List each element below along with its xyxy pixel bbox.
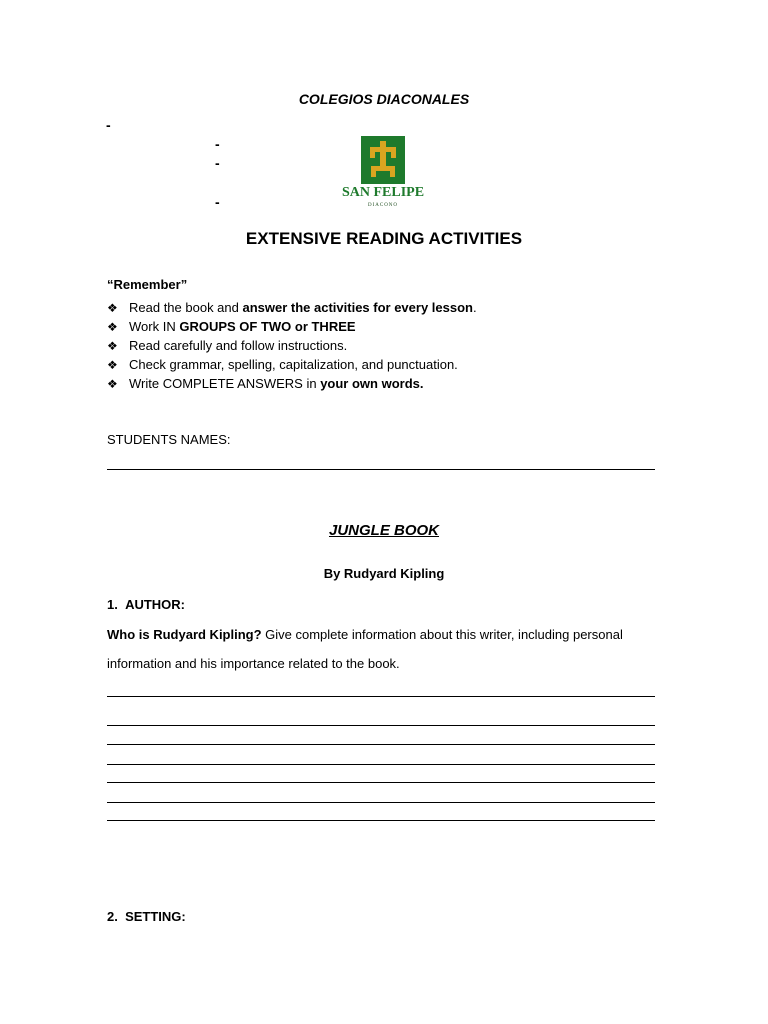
answer-line xyxy=(107,820,655,821)
page-title: EXTENSIVE READING ACTIVITIES xyxy=(245,229,523,248)
question-1-text xyxy=(107,620,667,678)
remember-item-text: Work IN xyxy=(129,319,180,334)
remember-list xyxy=(107,298,477,393)
students-names-label: STUDENTS NAMES: xyxy=(107,432,231,447)
remember-item-text: Read the book and xyxy=(129,300,243,315)
answer-line xyxy=(107,782,655,783)
answer-line xyxy=(107,469,655,470)
question-1-heading xyxy=(107,597,185,612)
remember-item xyxy=(107,355,477,374)
remember-heading: “Remember” xyxy=(107,277,188,292)
diamond-bullet-icon: ❖ xyxy=(107,377,118,391)
remember-item-text: Check grammar, spelling, capitalization, and punctuation. xyxy=(129,357,458,372)
question-label: AUTHOR: xyxy=(125,597,186,612)
book-author: By Rudyard Kipling xyxy=(323,566,445,581)
diamond-bullet-icon: ❖ xyxy=(107,358,118,372)
logo-subtitle: DIACONO xyxy=(367,203,399,208)
logo-name: SAN FELIPE xyxy=(341,185,425,200)
remember-item-text: GROUPS OF TWO or THREE xyxy=(179,319,356,334)
answer-line xyxy=(107,764,655,765)
remember-item xyxy=(107,317,477,336)
question-label: SETTING: xyxy=(125,909,186,924)
diamond-bullet-icon: ❖ xyxy=(107,301,118,315)
remember-item xyxy=(107,298,477,317)
remember-item xyxy=(107,336,477,355)
diamond-bullet-icon: ❖ xyxy=(107,339,118,353)
remember-item-text: Write COMPLETE ANSWERS in xyxy=(129,376,321,391)
question-2-heading xyxy=(107,909,186,924)
school-name: COLEGIOS DIACONALES xyxy=(298,91,470,107)
remember-item-text: Read carefully and follow instructions. xyxy=(129,338,348,353)
book-title: JUNGLE BOOK xyxy=(328,522,439,539)
remember-item xyxy=(107,374,477,393)
answer-line xyxy=(107,802,655,803)
remember-item-text: your own words. xyxy=(320,376,424,391)
remember-item-text: answer the activities for every lesson xyxy=(242,300,473,315)
answer-line xyxy=(107,725,655,726)
question-number: 1. xyxy=(107,597,118,612)
dash-mark: - xyxy=(215,194,220,210)
question-body: Give complete information about this writer, including personal information and his importance related to the book. xyxy=(107,627,623,671)
san-felipe-logo xyxy=(333,134,433,212)
remember-item-text: . xyxy=(472,300,477,315)
question-lead: Who is Rudyard Kipling? xyxy=(107,627,262,642)
dash-mark: - xyxy=(215,155,220,171)
dash-mark: - xyxy=(106,117,111,133)
diamond-bullet-icon: ❖ xyxy=(107,320,118,334)
answer-line xyxy=(107,744,655,745)
answer-line xyxy=(107,696,655,697)
dash-mark: - xyxy=(215,136,220,152)
question-number: 2. xyxy=(107,909,118,924)
